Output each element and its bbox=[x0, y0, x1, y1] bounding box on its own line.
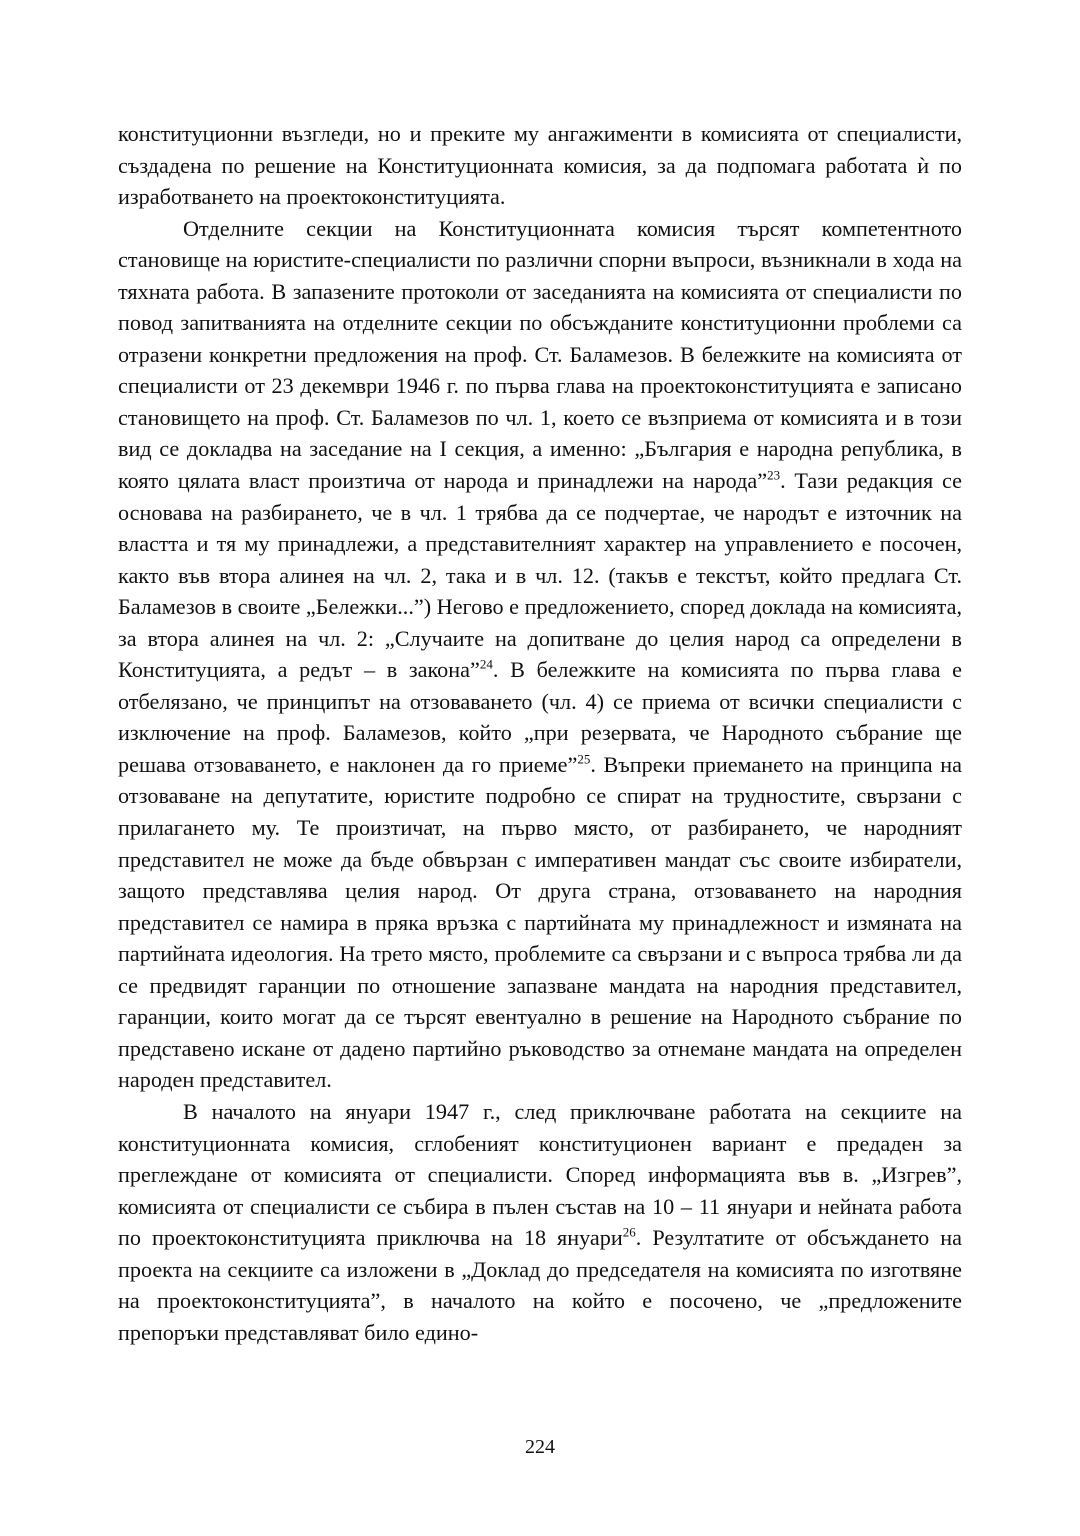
paragraph-3 bbox=[118, 1096, 962, 1348]
page-number: 224 bbox=[525, 1436, 555, 1458]
text-run: . В бележките на комисията по първа глава е отбелязано, че принципът на отзоваването (чл. 4) се приема от всички специалисти с изключение на проф. Баламезов, който „при резервата, че Народното събрание ще решава отзоваването, е наклонен да го приеме” bbox=[118, 657, 962, 777]
text-run: В началото на януари 1947 г., след приключване работата на секциите на конституционната комисия, сглобеният конституционен вариант е предаден за преглеждане от комисията от специалисти. Според информацията във в. „Изгрев”, комисията от специалисти се събира в пълен състав на 10 – 11 януари и нейната работа по проектоконституцията приключва на 18 януари bbox=[118, 1098, 962, 1251]
text-run: . Въпреки приемането на принципа на отзоваване на депутатите, юристите подробно се спират на трудностите, свързани с прилагането му. Те произтичат, на първо място, от разбирането, че народният представител не може да бъде обвързан с императивен мандат със своите избиратели, защото представлява целия народ. От друга страна, отзоваването на народния представител се намира в пряка връзка с партийната му принадлежност и измяната на партийната идеология. На трето място, проблемите са свързани и с въпроса трябва ли да се предвидят гаранции по отношение запазване мандата на народния представител, гаранции, които могат да се търсят евентуално в решение на Народното събрание по представено искане от дадено партийно ръководство за отнемане мандата на определен народен представител. bbox=[118, 751, 963, 1093]
paragraph-1 bbox=[118, 118, 962, 213]
footnote-ref-23: 23 bbox=[767, 467, 781, 483]
text-run: конституционни възгледи, но и преките му ангажименти в комисията от специалисти, създадена по решение на Конституционната комисия, за да подпомага работата ѝ по изработването на проектоконституцията. bbox=[118, 121, 962, 210]
footnote-ref-25: 25 bbox=[577, 751, 591, 767]
text-run: Отделните секции на Конституционната комисия търсят компетентното становище на юристите-специалисти по различни спорни въпроси, възникнали в хода на тяхната работа. В запазените протоколи от заседанията на комисията от специалисти по повод запитванията на отделните секции по обсъжданите конституционни проблеми са отразени конкретни предложения на проф. Ст. Баламезов. В бележките на комисията от специалисти от 23 декември 1946 г. по първа глава на проектоконституцията е записано становището на проф. Ст. Баламезов по чл. 1, което се възприема от комисията и в този вид се докладва на заседание на I секция, а именно: „България е народна република, в която цялата власт произтича от народа и принадлежи на народа” bbox=[118, 215, 962, 494]
footnote-ref-24: 24 bbox=[479, 656, 493, 672]
paragraph-2 bbox=[118, 213, 962, 1096]
text-run: . Тази редакция се основава на разбирането, че в чл. 1 трябва да се подчертае, че народът е източник на властта и тя му принадлежи, а представителният характер на управлението е посочен, както във втора алинея на чл. 2, така и в чл. 12. (такъв е текстът, който предлага Ст. Баламезов в своите „Бележки...”) Негово е предложението, според доклада на комисията, за втора алинея на чл. 2: „Случаите на допитване до целия народ са определени в Конституцията, а редът – в закона” bbox=[118, 468, 962, 683]
text-run: . Резултатите от обсъждането на проекта на секциите са изложени в „Доклад до председателя на комисията по изготвяне на проектоконституцията”, в началото на който е посочено, че „предложените препоръки представляват било едино- bbox=[118, 1225, 962, 1345]
footnote-ref-26: 26 bbox=[622, 1224, 636, 1240]
body-text bbox=[118, 118, 962, 1348]
